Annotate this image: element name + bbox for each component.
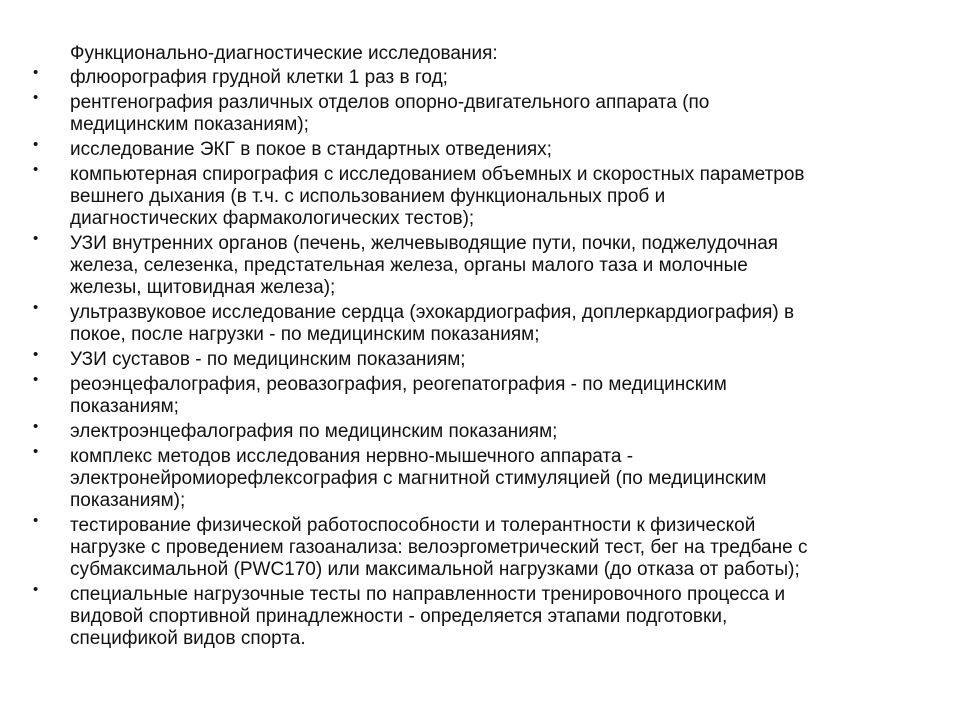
list-item-text: медицинским показаниям);: [70, 114, 309, 135]
list-item-text: электроэнцефалография по медицинским показаниям;: [70, 421, 558, 442]
list-item-text: ультразвуковое исследование сердца (эхокардиография, доплеркардиография) в: [70, 302, 795, 323]
list-item: [0, 89, 960, 136]
bullet-icon: •: [33, 581, 39, 598]
slide-heading: Функционально-диагностические исследования:: [70, 43, 498, 64]
list-item-text: реоэнцефалография, реовазография, реогепатография - по медицинским: [70, 374, 727, 395]
bullet-icon: •: [33, 512, 39, 529]
list-item: [0, 299, 960, 346]
list-item: [0, 64, 960, 89]
list-item-text: спецификой видов спорта.: [70, 628, 306, 649]
list-item-text: тестирование физической работоспособности и толерантности к физической: [70, 515, 756, 536]
list-item-text: УЗИ внутренних органов (печень, желчевыводящие пути, почки, поджелудочная: [70, 233, 779, 254]
list-item-text: электронейромиорефлексография с магнитной стимуляцией (по медицинским: [70, 468, 767, 489]
list-item-text: УЗИ суставов - по медицинским показаниям;: [70, 349, 466, 370]
list-item-text: видовой спортивной принадлежности - определяется этапами подготовки,: [70, 606, 728, 627]
list-item-text: нагрузке с проведением газоанализа: велоэргометрический тест, бег на тредбане с: [70, 537, 808, 558]
list-item-text: вешнего дыхания (в т.ч. с использованием функциональных проб и: [70, 186, 666, 207]
bullet-icon: •: [33, 443, 39, 460]
bullet-icon: •: [33, 418, 39, 435]
list-item: [0, 161, 960, 230]
list-item-text: железа, селезенка, предстательная железа, органы малого таза и молочные: [70, 255, 748, 276]
list-item-text: субмаксимальной (PWC170) или максимальной нагрузками (до отказа от работы);: [70, 559, 800, 580]
bullet-icon: •: [33, 346, 39, 363]
exam-list: [0, 64, 960, 653]
bullet-icon: •: [33, 64, 39, 81]
list-item-text: компьютерная спирография с исследованием объемных и скоростных параметров: [70, 164, 805, 185]
list-item-text: флюорография грудной клетки 1 раз в год;: [70, 67, 448, 88]
bullet-icon: •: [33, 161, 39, 178]
bullet-icon: •: [33, 299, 39, 316]
list-item: [0, 581, 960, 650]
bullet-icon: •: [33, 230, 39, 247]
list-item: [0, 443, 960, 512]
list-item-text: железы, щитовидная железа);: [70, 277, 336, 298]
list-item: [0, 346, 960, 371]
list-item-text: диагностических фармакологических тестов);: [70, 208, 475, 229]
list-item-text: рентгенография различных отделов опорно-двигательного аппарата (по: [70, 92, 710, 113]
bullet-icon: •: [33, 371, 39, 388]
list-item-text: показаниям;: [70, 396, 179, 417]
bullet-icon: •: [33, 89, 39, 106]
list-item: [0, 230, 960, 299]
list-item-text: комплекс методов исследования нервно-мышечного аппарата -: [70, 446, 634, 467]
list-item: [0, 136, 960, 161]
bullet-icon: •: [33, 136, 39, 153]
list-item: [0, 512, 960, 581]
list-item: [0, 418, 960, 443]
list-item-text: специальные нагрузочные тесты по направленности тренировочного процесса и: [70, 584, 786, 605]
list-item-text: исследование ЭКГ в покое в стандартных отведениях;: [70, 139, 552, 160]
list-item: [0, 371, 960, 418]
list-item-text: покое, после нагрузки - по медицинским показаниям;: [70, 324, 540, 345]
list-item-text: показаниям);: [70, 490, 186, 511]
